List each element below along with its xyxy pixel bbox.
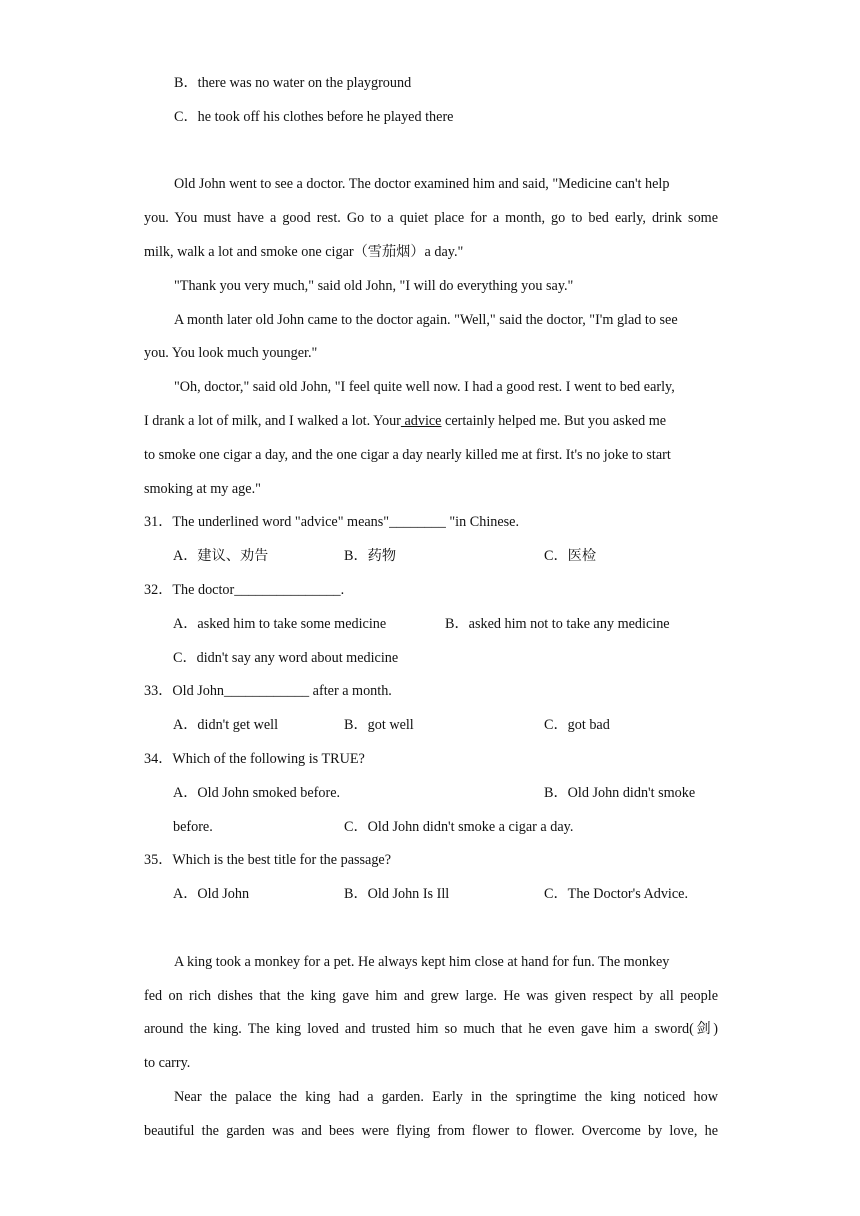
passage-line xyxy=(144,411,666,431)
question-34-stem: 34．Which of the following is TRUE? xyxy=(144,751,365,767)
passage-line: smoking at my age." xyxy=(144,481,261,497)
question-35-stem: 35．Which is the best title for the passage? xyxy=(144,852,392,868)
passage-line: "Oh, doctor," said old John, "I feel quite well now. I had a good rest. I went to bed early, xyxy=(174,379,675,395)
passage-line: A month later old John came to the doctor again. "Well," said the doctor, "I'm glad to see xyxy=(174,312,678,328)
passage-line: around the king. The king loved and trusted him so much that he even gave him a sword(剑) xyxy=(144,1021,718,1037)
question-34-option-c: C．Old John didn't smoke a cigar a day. xyxy=(344,819,574,835)
passage-line: beautiful the garden was and bees were flying from flower to flower. Overcome by love, he xyxy=(144,1123,718,1139)
question-34-option-a: A．Old John smoked before. xyxy=(173,785,341,801)
question-32-option-c: C．didn't say any word about medicine xyxy=(173,650,399,666)
question-34-option-b-continued: before. xyxy=(173,819,213,835)
question-33-option-a: A．didn't get well xyxy=(173,717,279,733)
passage-line: A king took a monkey for a pet. He always kept him close at hand for fun. The monkey xyxy=(174,954,670,970)
passage-line: milk, walk a lot and smoke one cigar（雪茄烟）a day." xyxy=(144,244,464,260)
passage-line: "Thank you very much," said old John, "I will do everything you say." xyxy=(174,278,574,294)
passage-line: fed on rich dishes that the king gave him and grew large. He was given respect by all people xyxy=(144,988,718,1004)
question-33-stem: 33．Old John____________ after a month. xyxy=(144,683,392,699)
question-35-option-b: B．Old John Is Ill xyxy=(344,886,450,902)
prev-option-c: C．he took off his clothes before he played there xyxy=(174,109,454,125)
underlined-word-advice: advice xyxy=(400,413,442,429)
question-35-option-a: A．Old John xyxy=(173,886,250,902)
passage-line: to carry. xyxy=(144,1055,191,1071)
passage-line: Old John went to see a doctor. The doctor examined him and said, "Medicine can't help xyxy=(174,176,670,192)
question-32-option-a: A．asked him to take some medicine xyxy=(173,616,387,632)
passage-text: certainly helped me. But you asked me xyxy=(441,413,667,429)
question-32-option-b: B．asked him not to take any medicine xyxy=(445,616,670,632)
question-35-option-c: C．The Doctor's Advice. xyxy=(544,886,689,902)
question-33-option-c: C．got bad xyxy=(544,717,610,733)
passage-line: to smoke one cigar a day, and the one cigar a day nearly killed me at first. It's no joke to start xyxy=(144,447,671,463)
question-31-stem: 31．The underlined word "advice" means"________ "in Chinese. xyxy=(144,514,520,530)
prev-option-b: B．there was no water on the playground xyxy=(174,75,412,91)
passage-line: you. You must have a good rest. Go to a quiet place for a month, go to bed early, drink some xyxy=(144,210,718,226)
question-32-stem: 32．The doctor_______________. xyxy=(144,582,345,598)
passage-text: I drank a lot of milk, and I walked a lot. Your xyxy=(144,413,401,429)
question-31-option-a: A．建议、劝告 xyxy=(173,548,269,564)
question-31-option-c: C．医检 xyxy=(544,548,597,564)
passage-line: you. You look much younger." xyxy=(144,345,318,361)
question-33-option-b: B．got well xyxy=(344,717,414,733)
question-34-option-b: B．Old John didn't smoke xyxy=(544,785,696,801)
question-31-option-b: B．药物 xyxy=(344,548,397,564)
passage-line: Near the palace the king had a garden. Early in the springtime the king noticed how xyxy=(174,1089,718,1105)
